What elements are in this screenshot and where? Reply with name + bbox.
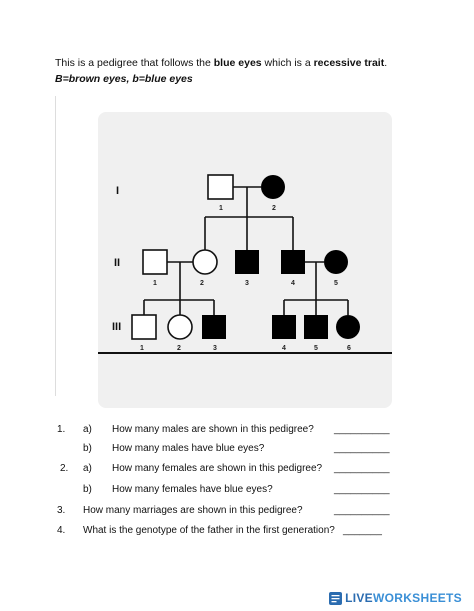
individual-label: 2 [272,205,276,212]
answer-blank[interactable]: __________ [334,484,390,495]
individual-label: 4 [291,280,295,287]
question-text: What is the genotype of the father in the first generation? [83,525,335,536]
brand-live: LIVE [345,591,373,605]
brand-worksheets: WORKSHEETS [372,591,462,605]
answer-blank[interactable]: __________ [334,424,390,435]
intro-part: which is a [261,57,314,69]
individual-label: 5 [314,345,318,352]
question-number: 3. [57,505,66,516]
individual-label: 3 [213,345,217,352]
question-sub: a) [83,424,92,435]
individual-label: 1 [140,345,144,352]
individual-label: 1 [219,205,223,212]
male-unaffected-iii1 [132,315,156,339]
male-unaffected-ii1 [143,250,167,274]
male-affected-iii3 [202,315,226,339]
individual-label: 6 [347,345,351,352]
answer-blank[interactable]: _______ [343,525,382,536]
intro-part: This is a pedigree that follows the [55,57,214,69]
intro-bold-recessive: recessive trait [313,57,385,69]
answer-blank[interactable]: __________ [334,443,390,454]
answer-blank[interactable]: __________ [334,463,390,474]
female-unaffected-iii2 [168,315,192,339]
answer-blank[interactable]: __________ [334,505,390,516]
question-number: 1. [57,424,66,435]
question-number: 4. [57,525,66,536]
question-text: How many males have blue eyes? [112,443,265,454]
question-text: How many males are shown in this pedigree? [112,424,314,435]
generation-label-iii: III [112,321,122,333]
question-sub: b) [83,443,92,454]
individual-label: 5 [334,280,338,287]
generation-label-ii: II [114,257,121,269]
female-affected-iii6 [336,315,360,339]
question-number: 2. [60,463,69,474]
intro-text [55,55,435,87]
individual-label: 2 [200,280,204,287]
liveworksheets-logo-icon [329,592,342,605]
male-unaffected-i1 [208,175,233,199]
female-unaffected-ii2 [193,250,217,274]
female-affected-i2 [261,175,285,199]
male-affected-iii5 [304,315,328,339]
male-affected-iii4 [272,315,296,339]
intro-part: . [384,57,388,69]
intro-bold-blue-eyes: blue eyes [213,57,262,69]
question-text: How many marriages are shown in this pedigree? [83,505,303,516]
question-text: How many females have blue eyes? [112,484,273,495]
individual-label: 2 [177,345,181,352]
question-text: How many females are shown in this pedigree? [112,463,323,474]
individual-label: 3 [245,280,249,287]
male-affected-ii3 [235,250,259,274]
pedigree-chart [98,112,392,408]
intro-genotype-key: B=brown eyes, b=blue eyes [55,73,193,85]
individual-label: 4 [282,345,286,352]
individual-label: 1 [153,280,157,287]
question-sub: b) [83,484,92,495]
liveworksheets-brand [329,591,462,605]
male-affected-ii4 [281,250,305,274]
question-sub: a) [83,463,92,474]
female-affected-ii5 [324,250,348,274]
margin-rule [55,96,56,396]
generation-label-i: I [116,185,120,197]
